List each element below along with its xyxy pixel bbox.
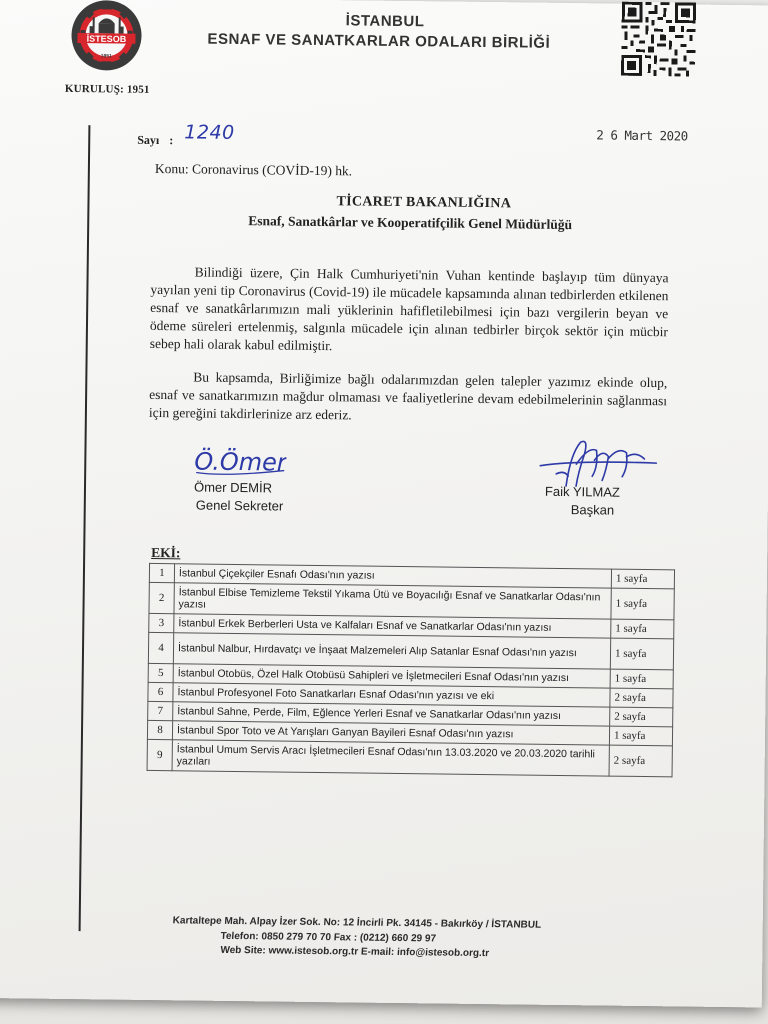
annex-item-number: 9	[147, 739, 172, 770]
signature-left-handwriting: Ö.Ömer	[194, 447, 287, 477]
annex-item-pages: 1 sayfa	[610, 669, 673, 689]
founded-label: KURULUŞ: 1951	[64, 82, 150, 96]
annex-item-pages: 2 sayfa	[610, 707, 673, 727]
istesob-logo	[65, 0, 148, 74]
body-paragraph-1: Bilindiği üzere, Çin Halk Cumhuriyeti'nin Vuhan kentinde başlayıp tüm dünyaya yayılan yeni tip Coronavirus (Covid-19) ile mücadele kapsamında alınan tedbirlerden etkilenen esnaf ve sanatkârlarımızın mali yüklerinin hafifletilebilmesi için bazı vergilerin beyan ve ödeme süreleri ertelenmiş, salgınla mücadele için alınan tedbirler birçok sektör için mücbir sebep hali olarak kabul edilmiştir.	[149, 264, 669, 354]
sayi-colon: :	[169, 133, 174, 148]
footer-address: Kartaltepe Mah. Alpay İzer Sok. No: 12 İncirli Pk. 34145 - Bakırköy / İSTANBUL	[172, 915, 542, 931]
org-name-line1: İSTANBUL	[345, 12, 425, 31]
annex-item-text: İstanbul Profesyonel Foto Sanatkarları Esnaf Odası'nın yazısı ve eki	[173, 683, 610, 707]
footer-phone: Telefon: 0850 279 70 70 Fax : (0212) 660 29 97	[220, 930, 437, 945]
annex-title: EKİ:	[151, 544, 181, 561]
signatory-left-name: Ömer DEMİR	[193, 479, 273, 496]
signatory-left-title: Genel Sekreter	[195, 497, 284, 514]
signatory-right-title: Başkan	[570, 502, 615, 518]
annex-item-pages: 1 sayfa	[611, 569, 674, 589]
annex-item-text: İstanbul Elbise Temizleme Tekstil Yıkama Ütü ve Boyacılığı Esnaf ve Sanatkarlar Odası'nın yazısı	[174, 583, 611, 619]
annex-item-number: 8	[147, 720, 172, 739]
annex-item-text: İstanbul Otobüs, Özel Halk Otobüsü Sahipleri ve İşletmecileri Esnaf Odası'nın yazısı	[173, 664, 610, 688]
annex-item-pages: 2 sayfa	[610, 688, 673, 708]
footer-web: Web Site: www.istesob.org.tr E-mail: info@istesob.org.tr	[220, 944, 490, 960]
annex-item-number: 4	[148, 632, 173, 663]
sayi-number-handwritten: 1240	[184, 121, 235, 144]
margin-rule	[79, 125, 90, 931]
annex-item-pages: 1 sayfa	[609, 726, 672, 746]
body-paragraph-2: Bu kapsamda, Birliğimize bağlı odalarımızdan gelen talepler yazımız ekinde olup, esnaf ve sanatkarımızın mağdur olmaması ve faaliyetlerine devam edebilmelerinin sağlanması için gereğini takdirlerinize arz ederiz.	[148, 369, 668, 423]
annex-item-text: İstanbul Umum Servis Aracı İşletmecileri Esnaf Odası'nın 13.03.2020 ve 20.03.2020 tarihli yazıları	[172, 740, 609, 776]
qr-code	[617, 2, 700, 77]
logo-text: İSTESOB	[86, 33, 127, 45]
annex-item-text: İstanbul Erkek Berberleri Usta ve Kalfaları Esnaf ve Sanatkarlar Odası'nın yazısı	[174, 614, 611, 638]
signature-left	[194, 441, 286, 478]
annex-item-text: İstanbul Nalbur, Hırdavatçı ve İnşaat Malzemeleri Alıp Satanlar Esnaf Odası'nın yazısı	[173, 633, 610, 669]
annex-table	[147, 563, 676, 777]
signatory-right-name: Faik YILMAZ	[544, 483, 620, 500]
addressee-directorate: Esnaf, Sanatkârlar ve Kooperatifçilik Genel Müdürlüğü	[248, 213, 573, 233]
annex-item-pages: 1 sayfa	[610, 638, 673, 670]
annex-item-number: 2	[149, 582, 174, 613]
document-date: 2 6 Mart 2020	[596, 127, 688, 144]
addressee-ministry: TİCARET BAKANLIĞINA	[336, 194, 512, 212]
annex-item-number: 1	[149, 563, 174, 582]
annex-item-text: İstanbul Sahne, Perde, Film, Eğlence Yerleri Esnaf ve Sanatkarlar Odası'nın yazısı	[173, 702, 610, 726]
annex-item-pages: 1 sayfa	[611, 619, 674, 639]
annex-item-text: İstanbul Spor Toto ve At Yarışları Ganyan Bayileri Esnaf Odası'nın yazısı	[172, 721, 609, 745]
sayi-label: Sayı	[137, 132, 160, 148]
annex-item-number: 3	[149, 613, 174, 632]
annex-item-number: 7	[148, 701, 173, 720]
annex-item-number: 6	[148, 682, 173, 701]
org-name-line2: ESNAF VE SANATKARLAR ODALARI BİRLİĞİ	[207, 30, 551, 52]
annex-item-pages: 2 sayfa	[609, 745, 672, 777]
annex-item-pages: 1 sayfa	[611, 588, 674, 620]
subject-line: Konu: Coronavirus (COVİD-19) hk.	[154, 160, 353, 179]
annex-item-number: 5	[148, 663, 173, 682]
logo-year: 1951	[100, 53, 112, 60]
table-row	[147, 739, 672, 776]
annex-item-text: İstanbul Çiçekçiler Esnafı Odası'nın yazısı	[174, 564, 611, 588]
